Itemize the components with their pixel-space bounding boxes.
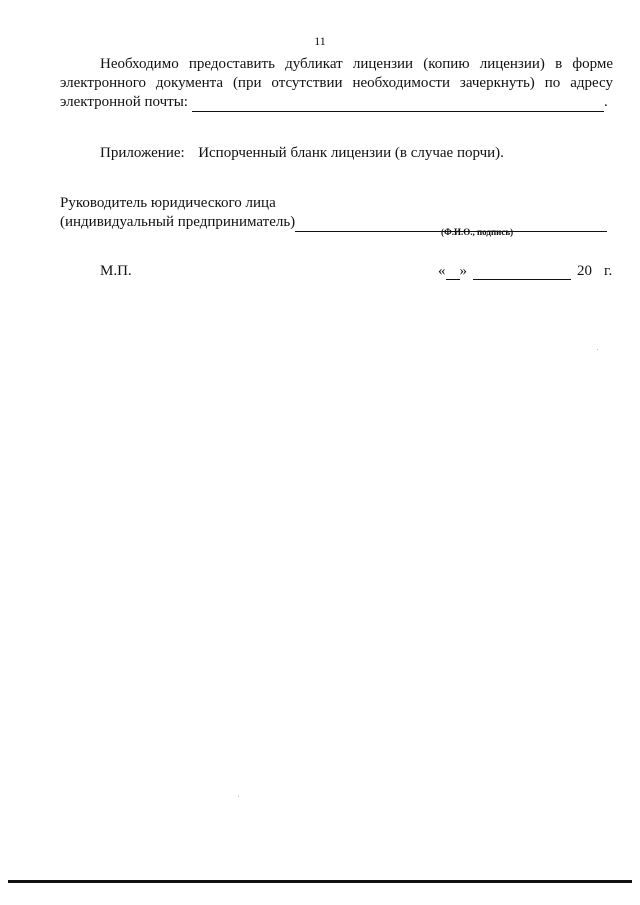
date-month-field[interactable] [473, 265, 571, 280]
page-number: 11 [314, 34, 326, 48]
date-year-prefix: 20 [577, 263, 592, 279]
duplicate-request-line-2: электронного документа (при отсутствии необходимости зачеркнуть) по адресу [60, 75, 613, 91]
appendix-text: Испорченный бланк лицензии (в случае порчи). [198, 145, 504, 161]
date-year-suffix: г. [604, 263, 613, 279]
signer-block [60, 194, 607, 232]
scan-speck [238, 796, 239, 797]
signer-line-2: (индивидуальный предприниматель) [60, 214, 296, 230]
email-row [60, 93, 613, 112]
duplicate-request-paragraph [60, 55, 613, 112]
signer-line-1: Руководитель юридического лица [60, 195, 276, 211]
email-label: электронной почты: [60, 94, 188, 110]
seal-label: М.П. [100, 263, 132, 279]
date-row [438, 263, 612, 280]
date-day-field[interactable] [446, 265, 460, 280]
appendix [100, 145, 504, 162]
bottom-rule [8, 880, 632, 883]
appendix-label: Приложение: [100, 145, 185, 161]
date-close-quote: » [459, 263, 467, 279]
signer-row [60, 213, 607, 232]
scan-speck [597, 349, 598, 350]
signature-hint: (Ф.И.О., подпись) [441, 227, 514, 237]
email-field[interactable] [192, 97, 604, 112]
duplicate-request-line-1: Необходимо предоставить дубликат лицензии (копию лицензии) в форме [100, 56, 613, 72]
date-open-quote: « [438, 263, 446, 279]
email-end-mark: . [603, 94, 608, 110]
